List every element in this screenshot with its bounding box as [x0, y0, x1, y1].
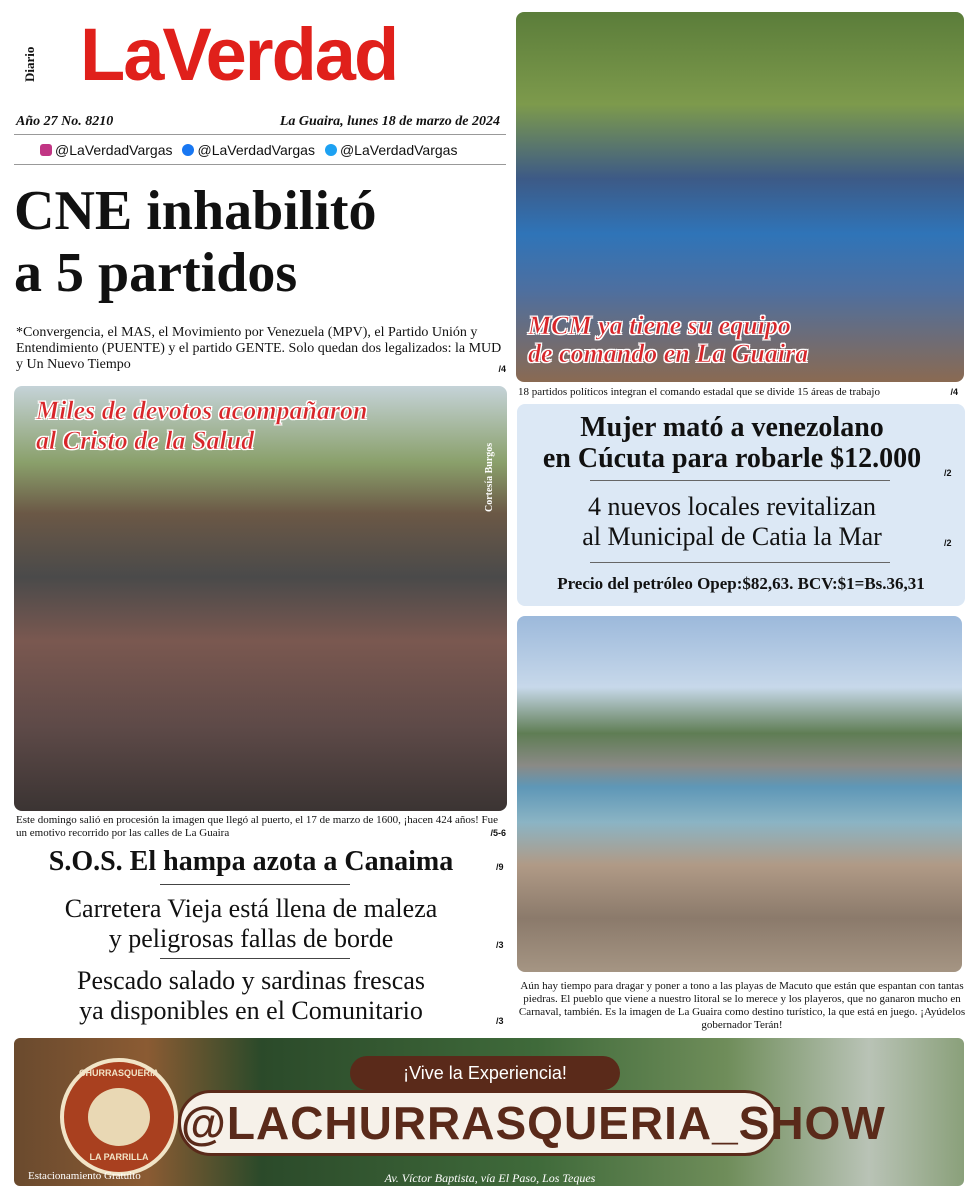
badge-top-text: CHURRASQUERIA — [78, 1068, 159, 1078]
page-ref: /3 — [496, 940, 504, 950]
lead-headline[interactable]: CNE inhabilitó a 5 partidos — [14, 180, 377, 304]
divider — [590, 480, 890, 481]
twitter-handle[interactable]: @LaVerdadVargas — [325, 142, 457, 158]
dateline: La Guaira, lunes 18 de marzo de 2024 — [279, 114, 500, 129]
pescado-headline[interactable]: Pescado salado y sardinas frescas ya disponibles en el Comunitario — [77, 966, 425, 1025]
page-ref: /5-6 — [490, 828, 506, 838]
page-ref: /4 — [498, 364, 506, 374]
photo-credit: Cortesía Burgos — [484, 442, 495, 512]
page-ref: /2 — [944, 538, 952, 548]
mcm-caption: 18 partidos políticos integran el comando estadal que se divide 15 áreas de trabajo /4 — [518, 386, 958, 398]
facebook-icon — [182, 144, 194, 156]
macuto-beach-photo[interactable] — [517, 616, 962, 972]
divider — [160, 958, 350, 959]
ad-parking: Estacionamiento Gratuito — [28, 1170, 141, 1182]
procession-caption: Este domingo salió en procesión la imagen que llegó al puerto, el 17 de marzo de 1600, ¡hacen 424 años! Fue un emotivo recorrido por las calles de La Guaira /5-6 — [16, 814, 506, 839]
page-ref: /2 — [944, 468, 952, 478]
twitter-icon — [325, 144, 337, 156]
page-ref: /4 — [950, 387, 958, 397]
procession-headline[interactable]: Miles de devotos acompañaron al Cristo de la Salud — [36, 396, 368, 455]
oil-price-line: Precio del petróleo Opep:$82,63. BCV:$1=Bs.36,31 — [557, 574, 925, 593]
carretera-headline[interactable]: Carretera Vieja está llena de maleza y peligrosas fallas de borde — [64, 894, 438, 953]
divider — [160, 884, 350, 885]
ad-address: Av. Víctor Baptista, vía El Paso, Los Teques — [384, 1171, 596, 1185]
edition-number: Año 27 No. 8210 — [16, 114, 114, 129]
divider — [590, 562, 890, 563]
page-ref: /3 — [496, 1016, 504, 1026]
badge-bottom-text: LA PARRILLA — [89, 1152, 149, 1162]
ad-tagline: ¡Vive la Experiencia! — [350, 1056, 620, 1090]
catia-headline[interactable]: 4 nuevos locales revitalizan al Municipal de Catia la Mar — [582, 492, 882, 551]
lead-subtext: *Convergencia, el MAS, el Movimiento por Venezuela (MPV), el Partido Unión y Entendimiento (PUENTE) y el partido GENTE. Solo quedan dos legalizados: la MUD y Un Nuevo Tiempo /4 — [16, 325, 506, 377]
beach-caption: Aún hay tiempo para dragar y poner a tono a las playas de Macuto que están que espantan con tantas piedras. El pueblo que viene a nuestro litoral se lo merece y los playeros, que no ganaron mucho en Carnaval, también. Es la imagen de La Guaira como destino turístico, la que está en juego. ¡Ayúdelos gobernador Terán! — [518, 980, 966, 1031]
canaima-headline[interactable]: S.O.S. El hampa azota a Canaima — [48, 846, 454, 877]
instagram-handle[interactable]: @LaVerdadVargas — [40, 142, 172, 158]
page-ref: /9 — [496, 862, 504, 872]
masthead-rule — [14, 134, 506, 135]
facebook-handle[interactable]: @LaVerdadVargas — [182, 142, 314, 158]
instagram-icon — [40, 144, 52, 156]
newspaper-logo: LaVerdad — [80, 13, 398, 96]
social-handles — [40, 142, 457, 158]
bull-logo-icon — [88, 1088, 150, 1146]
cucuta-headline[interactable]: Mujer mató a venezolano en Cúcuta para robarle $12.000 — [542, 412, 922, 474]
ad-handle[interactable]: @LACHURRASQUERIA_SHOW — [178, 1090, 778, 1156]
mcm-headline[interactable]: MCM ya tiene su equipo de comando en La Guaira — [528, 311, 809, 368]
socials-rule — [14, 164, 506, 165]
diario-label: Diario — [22, 46, 37, 82]
